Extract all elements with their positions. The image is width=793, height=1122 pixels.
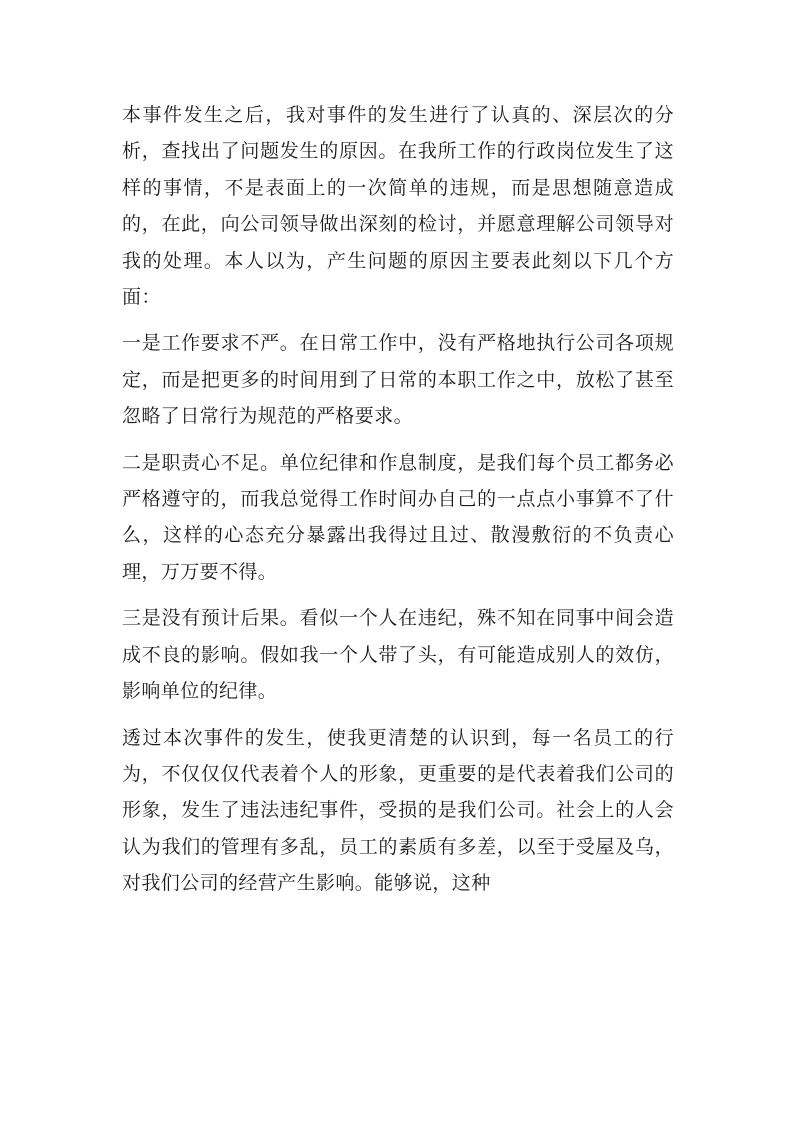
document-body — [122, 97, 674, 912]
paragraph-reflection: 透过本次事件的发生，使我更清楚的认识到，每一名员工的行为，不仅仅仅代表着个人的形象，更重要的是代表着我们公司的形象，发生了违法违纪事件，受损的是我们公司。社会上的人会认为我们的管理有多乱，员工的素质有多差，以至于受屋及乌，对我们公司的经营产生影响。能够说，这种 — [122, 726, 674, 895]
paragraph-intro: 本事件发生之后，我对事件的发生进行了认真的、深层次的分析，查找出了问题发生的原因。在我所工作的行政岗位发生了这样的事情，不是表面上的一次简单的违规，而是思想随意造成的，在此，向公司领导做出深刻的检讨，并愿意理解公司领导对我的处理。本人以为，产生问题的原因主要表此刻以下几个方面： — [122, 104, 674, 309]
paragraph-point-three: 三是没有预计后果。看似一个人在违纪，殊不知在同事中间会造成不良的影响。假如我一个人带了头，有可能造成别人的效仿，影响单位的纪律。 — [122, 607, 674, 703]
paragraph-point-two: 二是职责心不足。单位纪律和作息制度，是我们每个员工都务必严格遵守的，而我总觉得工作时间办自己的一点点小事算不了什么，这样的心态充分暴露出我得过且过、散漫敷衍的不负责心理，万万要不得。 — [122, 451, 674, 583]
paragraph-point-one: 一是工作要求不严。在日常工作中，没有严格地执行公司各项规定，而是把更多的时间用到了日常的本职工作之中，放松了甚至忽略了日常行为规范的严格要求。 — [122, 332, 674, 428]
